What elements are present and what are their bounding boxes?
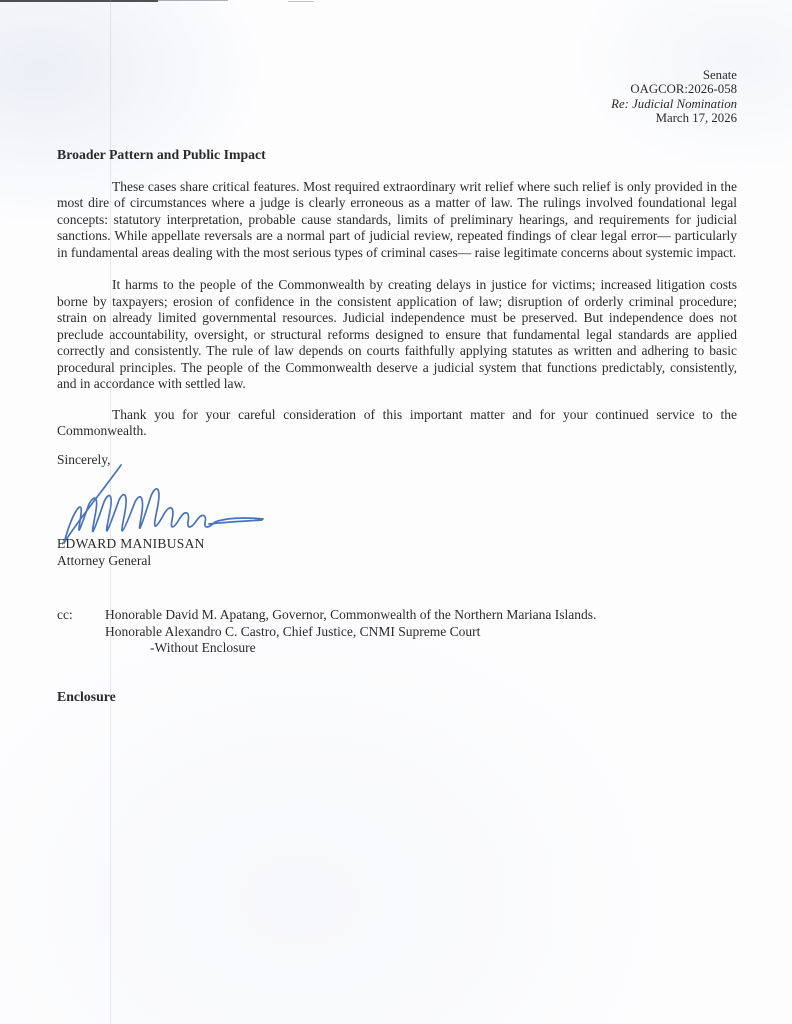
header-subject-line: Re: Judicial Nomination — [611, 96, 737, 111]
scan-edge-artifact — [158, 0, 228, 1]
enclosure-label: Enclosure — [57, 688, 116, 704]
closing-salutation: Sincerely, — [57, 451, 111, 467]
scan-edge-artifact — [0, 0, 158, 2]
header-recipient: Senate — [702, 68, 737, 82]
header-date: March 17, 2026 — [655, 110, 737, 125]
cc-label: cc: — [57, 607, 73, 623]
paragraph-harms: It harms to the people of the Commonwealth by creating delays in justice for victims; increased litigation costs borne by taxpayers; erosion of confidence in the consistent application of law; disruption of orderly criminal procedure; strain on already limited governmental resources. Judicial independence must be preserved. But independence does not preclude accountability, oversight, or structural reforms designed to ensure that fundamental legal standards are applied correctly and consistently. The rule of law depends on courts faithfully applying statutes as written and adhering to basic procedural principles. The people of the Commonwealth deserve a judicial system that functions predictably, consistently, and in accordance with settled law. — [57, 277, 737, 392]
cc-block — [57, 607, 737, 657]
signer-name: EDWARD MANIBUSAN — [57, 536, 205, 552]
header-reference-number: OAGCOR:2026-058 — [630, 82, 737, 97]
paragraph-thank-you: Thank you for your careful consideration of this important matter and for your continued service to the Commonwealth. — [57, 406, 737, 439]
scan-fold-line — [110, 0, 111, 1024]
cc-recipient-governor: Honorable David M. Apatang, Governor, Commonwealth of the Northern Mariana Islands. — [105, 607, 597, 623]
scan-speck-artifact — [288, 1, 314, 2]
section-heading: Broader Pattern and Public Impact — [57, 147, 266, 163]
paragraph-cases-features: These cases share critical features. Most required extraordinary writ relief where such relief is only provided in the most dire of circumstances where a judge is clearly erroneous as a matter of law. The rulings involved foundational legal concepts: statutory interpretation, probable cause standards, limits of preliminary hearings, and requirements for judicial sanctions. While appellate reversals are a normal part of judicial review, repeated findings of clear legal error— particularly in fundamental areas dealing with the most serious types of criminal cases— raise legitimate concerns about systemic impact. — [57, 178, 737, 260]
cc-recipient-chief-justice: Honorable Alexandro C. Castro, Chief Justice, CNMI Supreme Court — [105, 623, 481, 639]
letter-body — [57, 147, 737, 705]
signer-title: Attorney General — [57, 552, 152, 568]
cc-note-without-enclosure: -Without Enclosure — [150, 640, 256, 656]
